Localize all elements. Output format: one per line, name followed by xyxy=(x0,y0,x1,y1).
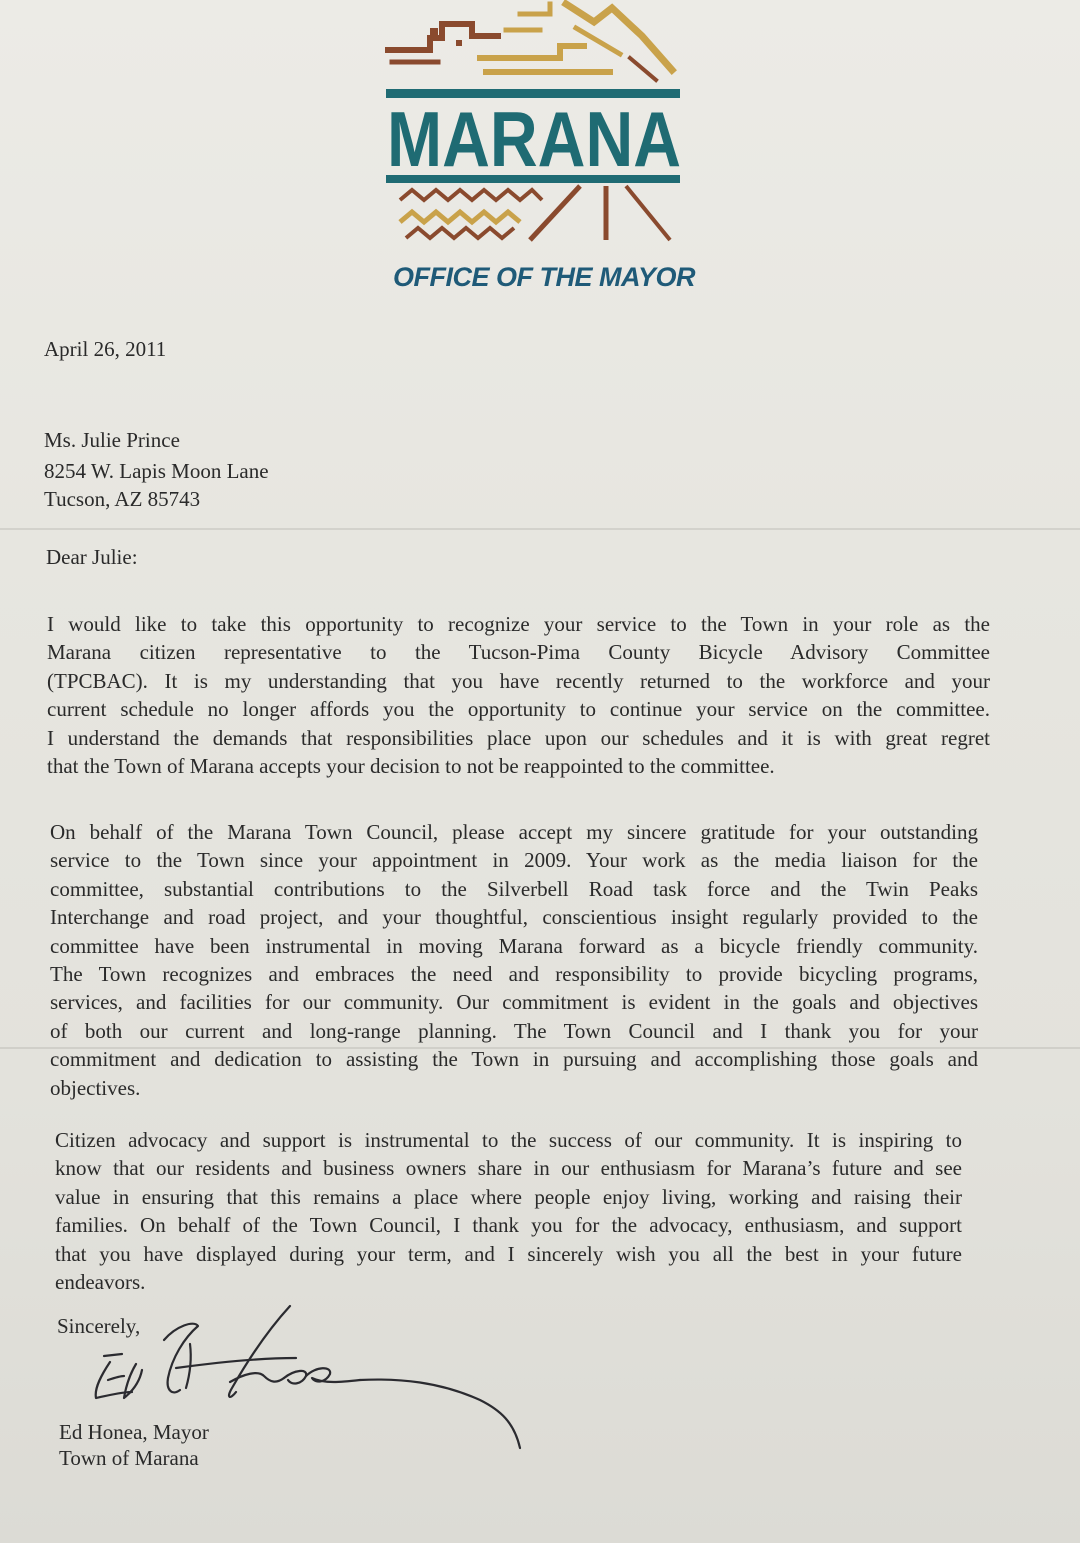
paragraph-line: that you have displayed during your term, and I sincerely wish you all the best in your future xyxy=(55,1241,962,1266)
paragraph-line: Interchange and road project, and your thoughtful, conscientious insight regularly provided to the xyxy=(50,905,978,930)
paragraph-line: The Town recognizes and embraces the need and responsibility to provide bicycling programs, xyxy=(50,962,978,987)
office-title: OFFICE OF THE MAYOR xyxy=(393,262,695,292)
body-paragraph-2 xyxy=(50,818,978,1102)
paragraph-line: committee, substantial contributions to the Silverbell Road task force and the Twin Peaks xyxy=(50,876,978,901)
paragraph-line: committee have been instrumental in moving Marana forward as a bicycle friendly community. xyxy=(50,933,978,958)
paragraph-line: of both our current and long-range planning. The Town Council and I thank you for your xyxy=(50,1018,978,1043)
paragraph-line: objectives. xyxy=(50,1075,141,1100)
signer-name-title: Ed Honea, Mayor xyxy=(59,1420,209,1444)
paragraph-line: I understand the demands that responsibilities place upon our schedules and it is with great regret xyxy=(47,725,990,750)
recipient-name: Ms. Julie Prince xyxy=(44,428,180,452)
marana-logo-graphic xyxy=(380,0,690,260)
letter-date: April 26, 2011 xyxy=(44,337,167,361)
paragraph-line: (TPCBAC). It is my understanding that you have recently returned to the workforce and your xyxy=(47,668,990,693)
body-paragraph-1 xyxy=(47,610,990,780)
paragraph-line: service to the Town since your appointment in 2009. Your work as the media liaison for the xyxy=(50,848,978,873)
body-paragraph-3 xyxy=(55,1126,962,1296)
closing: Sincerely, xyxy=(57,1314,141,1338)
paper-fold xyxy=(0,528,1080,530)
salutation: Dear Julie: xyxy=(46,545,138,569)
paragraph-line: commitment and dedication to assisting the Town in pursuing and accomplishing those goals and xyxy=(50,1047,978,1072)
paragraph-line: know that our residents and business owners share in our enthusiasm for Marana’s future and see xyxy=(55,1156,962,1181)
paragraph-line: On behalf of the Marana Town Council, please accept my sincere gratitude for your outstanding xyxy=(50,820,978,844)
paragraph-line: families. On behalf of the Town Council, I thank you for the advocacy, enthusiasm, and support xyxy=(55,1213,962,1238)
marana-wordmark: MARANA xyxy=(387,95,681,183)
paragraph-line: current schedule no longer affords you the opportunity to continue your service on the committee. xyxy=(47,697,990,722)
paragraph-line: Marana citizen representative to the Tucson-Pima County Bicycle Advisory Committee xyxy=(47,640,990,665)
paragraph-line: endeavors. xyxy=(55,1270,146,1295)
paragraph-line: that the Town of Marana accepts your decision to not be reappointed to the committee. xyxy=(47,754,775,779)
paragraph-line: value in ensuring that this remains a place where people enjoy living, working and raising their xyxy=(55,1184,962,1209)
recipient-city: Tucson, AZ 85743 xyxy=(44,487,201,511)
recipient-street: 8254 W. Lapis Moon Lane xyxy=(44,459,269,483)
paragraph-line: Citizen advocacy and support is instrumental to the success of our community. It is inspiring to xyxy=(55,1128,962,1152)
paragraph-line: I would like to take this opportunity to recognize your service to the Town in your role as the xyxy=(47,612,990,636)
signer-organization: Town of Marana xyxy=(59,1446,199,1470)
paragraph-line: services, and facilities for our community. Our commitment is evident in the goals and objectives xyxy=(50,990,978,1015)
